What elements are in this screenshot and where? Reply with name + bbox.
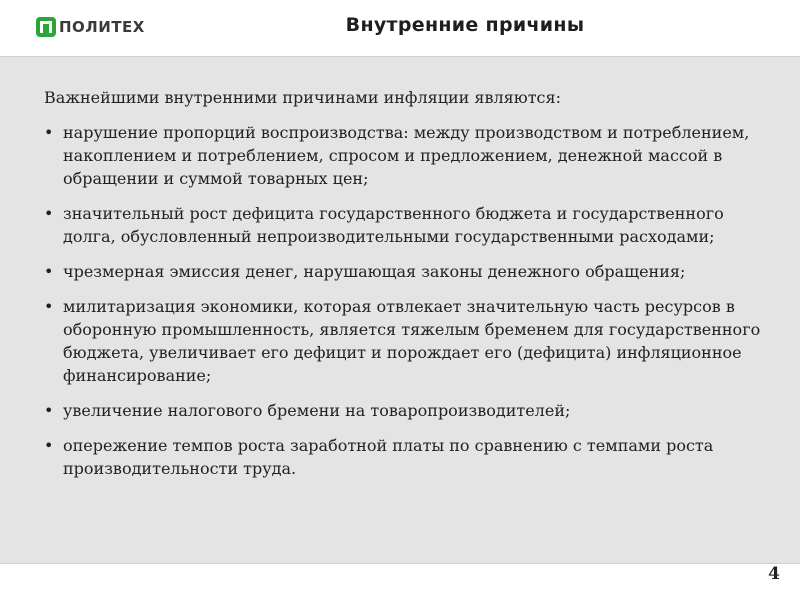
page-number: 4 <box>768 564 780 584</box>
bullet-item: • чрезмерная эмиссия денег, нарушающая законы денежного обращения; <box>44 260 764 283</box>
logo-text: ПОЛИТЕХ <box>59 18 145 36</box>
bullet-list <box>44 121 764 492</box>
intro-text: Важнейшими внутренними причинами инфляции являются: <box>44 88 561 107</box>
politech-logo-icon <box>36 17 56 37</box>
logo <box>36 16 145 38</box>
bullet-item: • значительный рост дефицита государственного бюджета и государственного долга, обусловленный непроизводительными государственными расходами; <box>44 202 764 248</box>
bullet-item: • увеличение налогового бремени на товаропроизводителей; <box>44 399 764 422</box>
bullet-item: • нарушение пропорций воспроизводства: между производством и потреблением, накоплением и потреблением, спросом и предложением, денежной массой в обращении и суммой товарных цен; <box>44 121 764 190</box>
bullet-item: • милитаризация экономики, которая отвлекает значительную часть ресурсов в оборонную промышленность, является тяжелым бременем для государственного бюджета, увеличивает его дефицит и порождает его (дефицита) инфляционное финансирование; <box>44 295 764 387</box>
slide-header <box>0 0 800 56</box>
slide-title: Внутренние причины <box>345 14 585 36</box>
content-panel <box>0 56 800 564</box>
bullet-item: • опережение темпов роста заработной платы по сравнению с темпами роста производительности труда. <box>44 434 764 480</box>
